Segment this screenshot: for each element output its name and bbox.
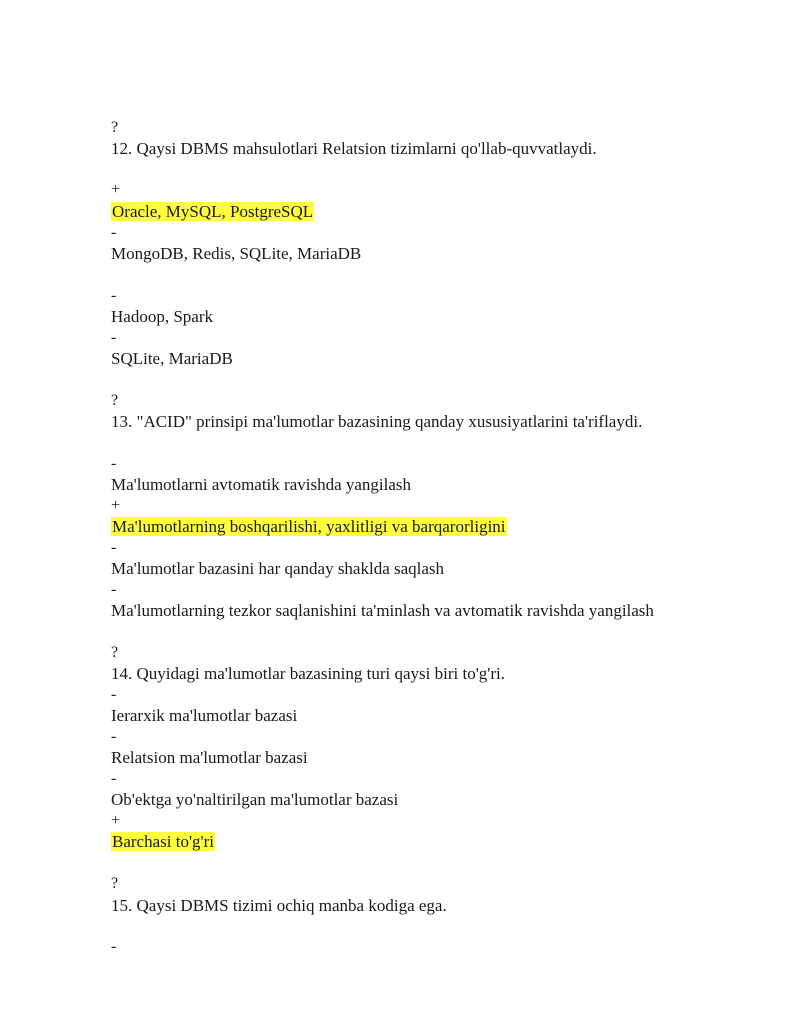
option-marker: - xyxy=(111,770,117,787)
option-text: SQLite, MariaDB xyxy=(111,349,233,368)
question-text: 12. Qaysi DBMS mahsulotlari Relatsion tizimlarni qo'llab-quvvatlaydi. xyxy=(111,139,597,158)
question-text: 15. Qaysi DBMS tizimi ochiq manba kodiga ega. xyxy=(111,896,447,915)
question-marker: ? xyxy=(111,644,119,661)
option-marker: - xyxy=(111,728,117,745)
option-marker: + xyxy=(111,812,121,829)
option-marker: - xyxy=(111,539,117,556)
question-marker: ? xyxy=(111,119,119,136)
highlighted-answer: Barchasi to'g'ri xyxy=(112,832,214,851)
option-marker: - xyxy=(111,329,117,346)
question-marker: ? xyxy=(111,875,119,892)
option-marker: + xyxy=(111,181,121,198)
option-text: Relatsion ma'lumotlar bazasi xyxy=(111,748,308,767)
option-text: Ma'lumotlarning tezkor saqlanishini ta'minlash va avtomatik ravishda yangilash xyxy=(111,601,654,620)
option-marker: - xyxy=(111,224,117,241)
option-text: Ma'lumotlar bazasini har qanday shaklda saqlash xyxy=(111,559,445,578)
option-text: MongoDB, Redis, SQLite, MariaDB xyxy=(111,244,362,263)
option-correct xyxy=(111,831,215,852)
option-marker: - xyxy=(111,938,117,955)
option-marker: - xyxy=(111,455,117,472)
option-text: Ierarxik ma'lumotlar bazasi xyxy=(111,706,298,725)
option-marker: - xyxy=(111,581,117,598)
option-marker: + xyxy=(111,497,121,514)
question-text: 14. Quyidagi ma'lumotlar bazasining turi qaysi biri to'g'ri. xyxy=(111,664,505,683)
highlighted-answer: Ma'lumotlarning boshqarilishi, yaxlitligi va barqarorligini xyxy=(112,517,506,536)
option-marker: - xyxy=(111,686,117,703)
option-correct xyxy=(111,201,314,222)
option-text: Hadoop, Spark xyxy=(111,307,213,326)
option-correct xyxy=(111,516,507,537)
option-text: Ma'lumotlarni avtomatik ravishda yangilash xyxy=(111,475,412,494)
question-text: 13. "ACID" prinsipi ma'lumotlar bazasining qanday xususiyatlarini ta'riflaydi. xyxy=(111,412,643,431)
question-marker: ? xyxy=(111,392,119,409)
option-text: Ob'ektga yo'naltirilgan ma'lumotlar bazasi xyxy=(111,790,399,809)
option-marker: - xyxy=(111,287,117,304)
highlighted-answer: Oracle, MySQL, PostgreSQL xyxy=(112,202,314,221)
